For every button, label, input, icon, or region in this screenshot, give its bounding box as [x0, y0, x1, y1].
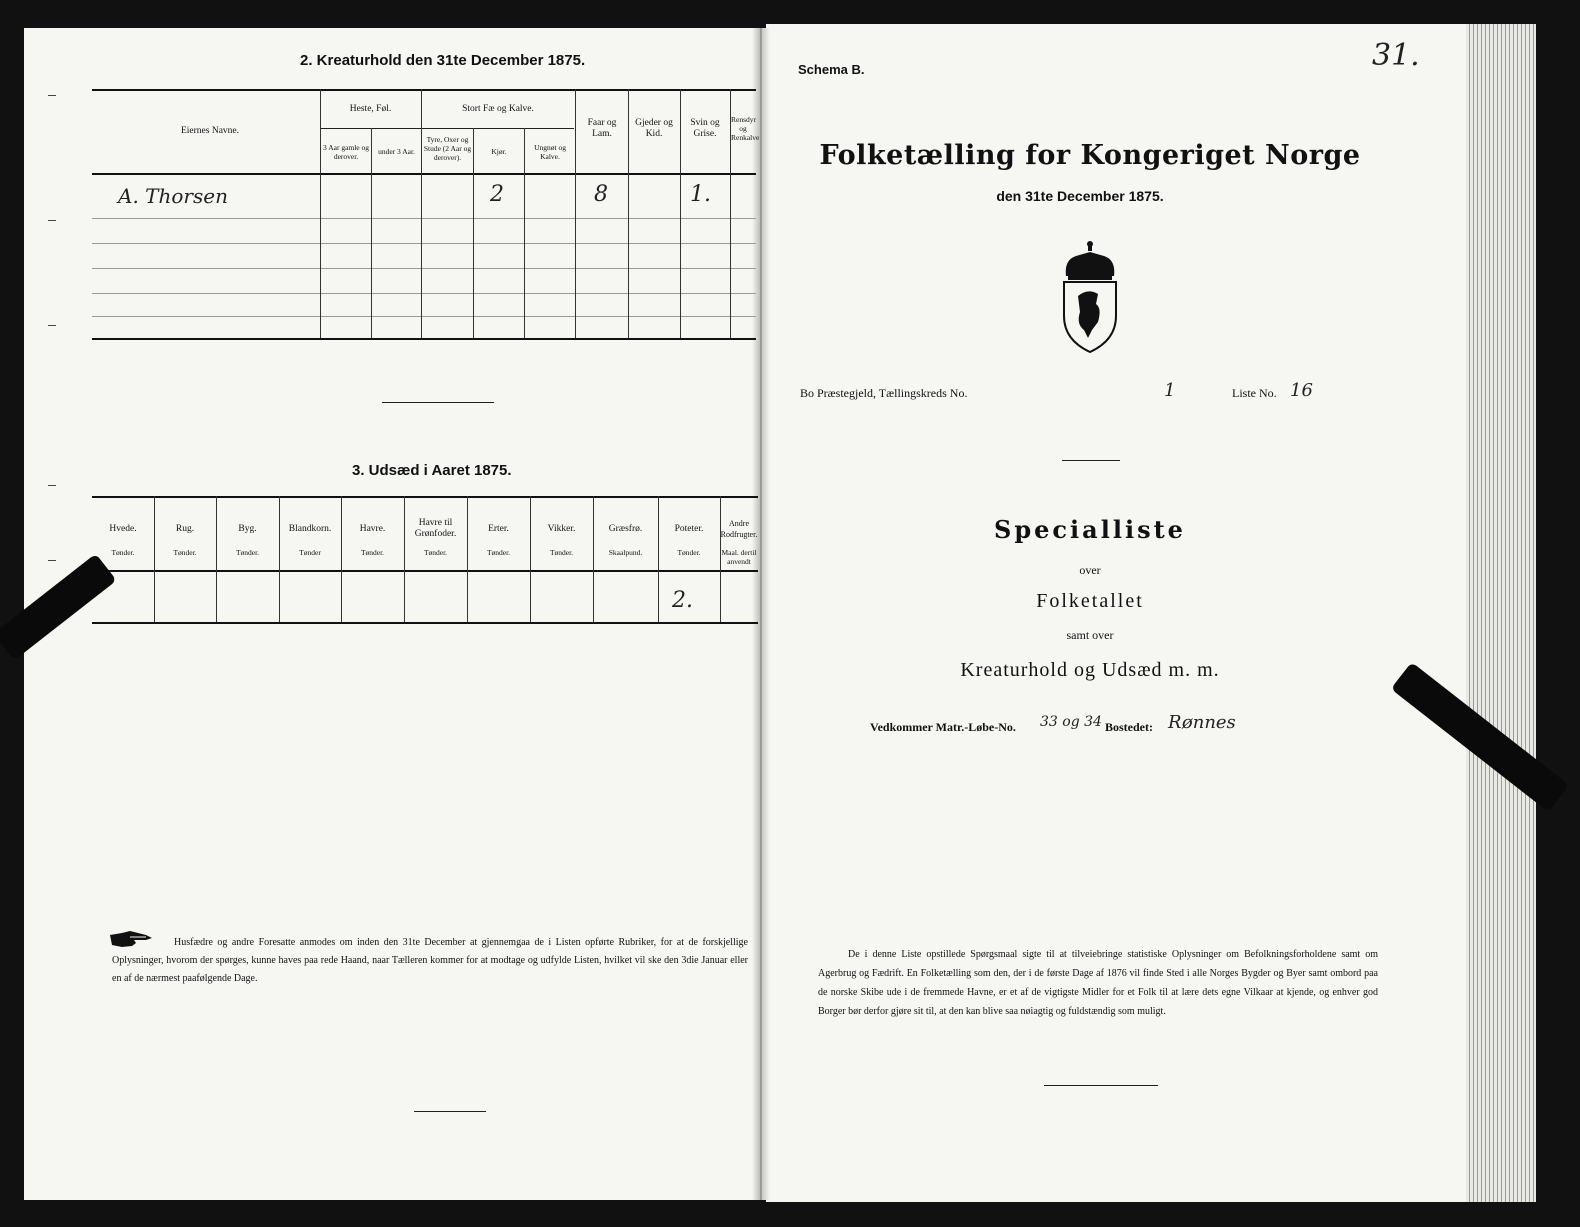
horses-old-header: 3 Aar gamle og derover.	[322, 143, 370, 161]
section2-title: 2. Kreaturhold den 31te December 1875.	[300, 52, 586, 69]
goats-header: Gjeder og Kid.	[635, 118, 673, 139]
seed-unit-header: Tønder.	[486, 548, 511, 557]
table-rule	[92, 268, 756, 269]
table-col	[680, 89, 681, 338]
table-rule	[92, 316, 756, 317]
seed-crop-header: Poteter.	[674, 524, 704, 534]
table-rule	[92, 173, 756, 175]
owner-header: Eiernes Navne.	[180, 126, 240, 136]
table-col	[216, 496, 217, 622]
seed-crop-header: Blandkorn.	[288, 524, 332, 534]
seed-crop-header: Rug.	[175, 524, 195, 534]
main-title: Folketælling for Kongeriget Norge	[819, 140, 1361, 171]
pigs-value: 1.	[690, 182, 711, 207]
matr-value: 33 og 34	[1040, 714, 1102, 730]
seed-crop-header: Græsfrø.	[608, 524, 643, 534]
section3-title: 3. Udsæd i Aaret 1875.	[352, 462, 512, 479]
cows-header: Kjør.	[491, 147, 507, 156]
separator-line	[1062, 460, 1120, 461]
sheep-value: 8	[594, 182, 608, 207]
potatoes-value: 2.	[672, 588, 693, 613]
samt-over-text: samt over	[1066, 628, 1114, 642]
matr-label: Vedkommer Matr.-Løbe-No.	[870, 720, 1016, 734]
table-col	[467, 496, 468, 622]
table-col	[628, 89, 629, 338]
margin-tick	[48, 325, 56, 326]
table-rule	[92, 218, 756, 219]
separator-line	[382, 402, 494, 403]
specialliste-title: Specialliste	[994, 515, 1186, 544]
table-rule	[320, 128, 574, 129]
table-col	[279, 496, 280, 622]
sheep-header: Faar og Lam.	[587, 118, 617, 139]
table-col	[593, 496, 594, 622]
table-col	[658, 496, 659, 622]
pigs-header: Svin og Grise.	[690, 118, 720, 139]
seed-crop-header: Vikker.	[547, 524, 576, 534]
seed-unit-header: Tønder.	[111, 548, 135, 557]
bulls-header: Tyre, Oxer og Stude (2 Aar og derover).	[423, 135, 472, 162]
page-number: 31.	[1372, 38, 1420, 73]
horses-header: Heste, Føl.	[349, 104, 392, 114]
table-col	[530, 496, 531, 622]
cows-value: 2	[490, 182, 504, 207]
liste-label: Liste No.	[1232, 386, 1277, 400]
table-rule	[92, 338, 756, 340]
table-col	[575, 89, 576, 338]
reindeer-header: Rensdyr og Renkalve	[731, 115, 760, 142]
table-rule	[92, 293, 756, 294]
seed-unit-header: Tønder.	[677, 548, 701, 557]
seed-crop-header: Hvede.	[109, 524, 137, 534]
district-label: Bo Præstegjeld, Tællingskreds No.	[800, 386, 968, 400]
date-line: den 31te December 1875.	[996, 188, 1164, 204]
seed-crop-header: Byg.	[238, 524, 257, 534]
separator-line	[414, 1111, 486, 1112]
page-edges	[1466, 24, 1536, 1202]
folketallet-text: Folketallet	[1036, 590, 1144, 612]
seed-unit-header: Tønder.	[235, 548, 260, 557]
table-col	[473, 128, 474, 338]
table-rule	[92, 622, 758, 624]
young-cattle-header: Ungnøt og Kalve.	[534, 143, 566, 161]
margin-tick	[48, 485, 56, 486]
table-col	[421, 89, 422, 338]
over-text: over	[1079, 563, 1101, 577]
seed-unit-header: Maal. dertil anvendt	[721, 548, 757, 566]
cattle-header: Stort Fæ og Kalve.	[462, 104, 534, 114]
table-col	[320, 89, 321, 338]
seed-crop-header: Erter.	[488, 524, 509, 534]
schema-label: Schema B.	[798, 62, 865, 77]
seed-crop-header: Andre Rodfrugter.	[720, 519, 758, 539]
seed-unit-header: Tønder.	[549, 548, 574, 557]
table-col	[371, 128, 372, 338]
seed-unit-header: Tønder.	[360, 548, 385, 557]
table-col	[404, 496, 405, 622]
table-col	[154, 496, 155, 622]
table-col	[341, 496, 342, 622]
margin-tick	[48, 95, 56, 96]
seed-crop-header: Havre til Grønfoder.	[414, 518, 457, 539]
bosted-label: Bostedet:	[1105, 720, 1153, 734]
margin-tick	[48, 560, 56, 561]
table-rule	[92, 89, 756, 91]
seed-unit-header: Tønder.	[423, 548, 448, 557]
district-value: 1	[1164, 380, 1176, 401]
description-text: De i denne Liste opstillede Spørgsmaal sigte til at tilveiebringe statistiske Oplysninger om Befolkningsforholdene samt om Agerbrug og Fædrift. En Folketælling som den, der i de første Dage af 1876 vil finde Sted i alle Norges Bygder og Byer samt ombord paa de norske Skibe ude i de fremmede Havne, er et af de vigtigste Midler for et Folk til at lære dets egne Vilkaar at kjende, og enhver god Borger bør derfor gjøre sit til, at den kan blive saa nøiagtig og fuldstændig som muligt.	[818, 949, 1378, 1017]
bosted-value: Rønnes	[1168, 712, 1236, 733]
separator-line	[1044, 1085, 1158, 1086]
book-gutter	[752, 28, 770, 1200]
kreaturhold-text: Kreaturhold og Udsæd m. m.	[960, 659, 1220, 681]
horses-young-header: under 3 Aar.	[378, 147, 415, 156]
seed-unit-header: Tønder	[299, 548, 321, 557]
notice-text: Husfædre og andre Foresatte anmodes om inden den 31te December at gjennemgaa de i Listen opførte Rubriker, for at de forskjellige Oplysninger, hvorom der spørges, kunne haves paa rede Haand, naar Tælleren kommer for at modtage og udfylde Listen, hvilket vil ske den 3die Januar eller en af de nærmest paafølgende Dage.	[112, 937, 748, 984]
norwegian-coat-of-arms-icon	[1058, 238, 1122, 358]
liste-value: 16	[1290, 380, 1313, 401]
seed-unit-header: Skaalpund.	[608, 548, 643, 557]
seed-unit-header: Tønder.	[173, 548, 197, 557]
seed-crop-header: Havre.	[359, 524, 386, 534]
owner-name: A. Thorsen	[118, 184, 228, 208]
margin-tick	[48, 220, 56, 221]
table-rule	[92, 243, 756, 244]
